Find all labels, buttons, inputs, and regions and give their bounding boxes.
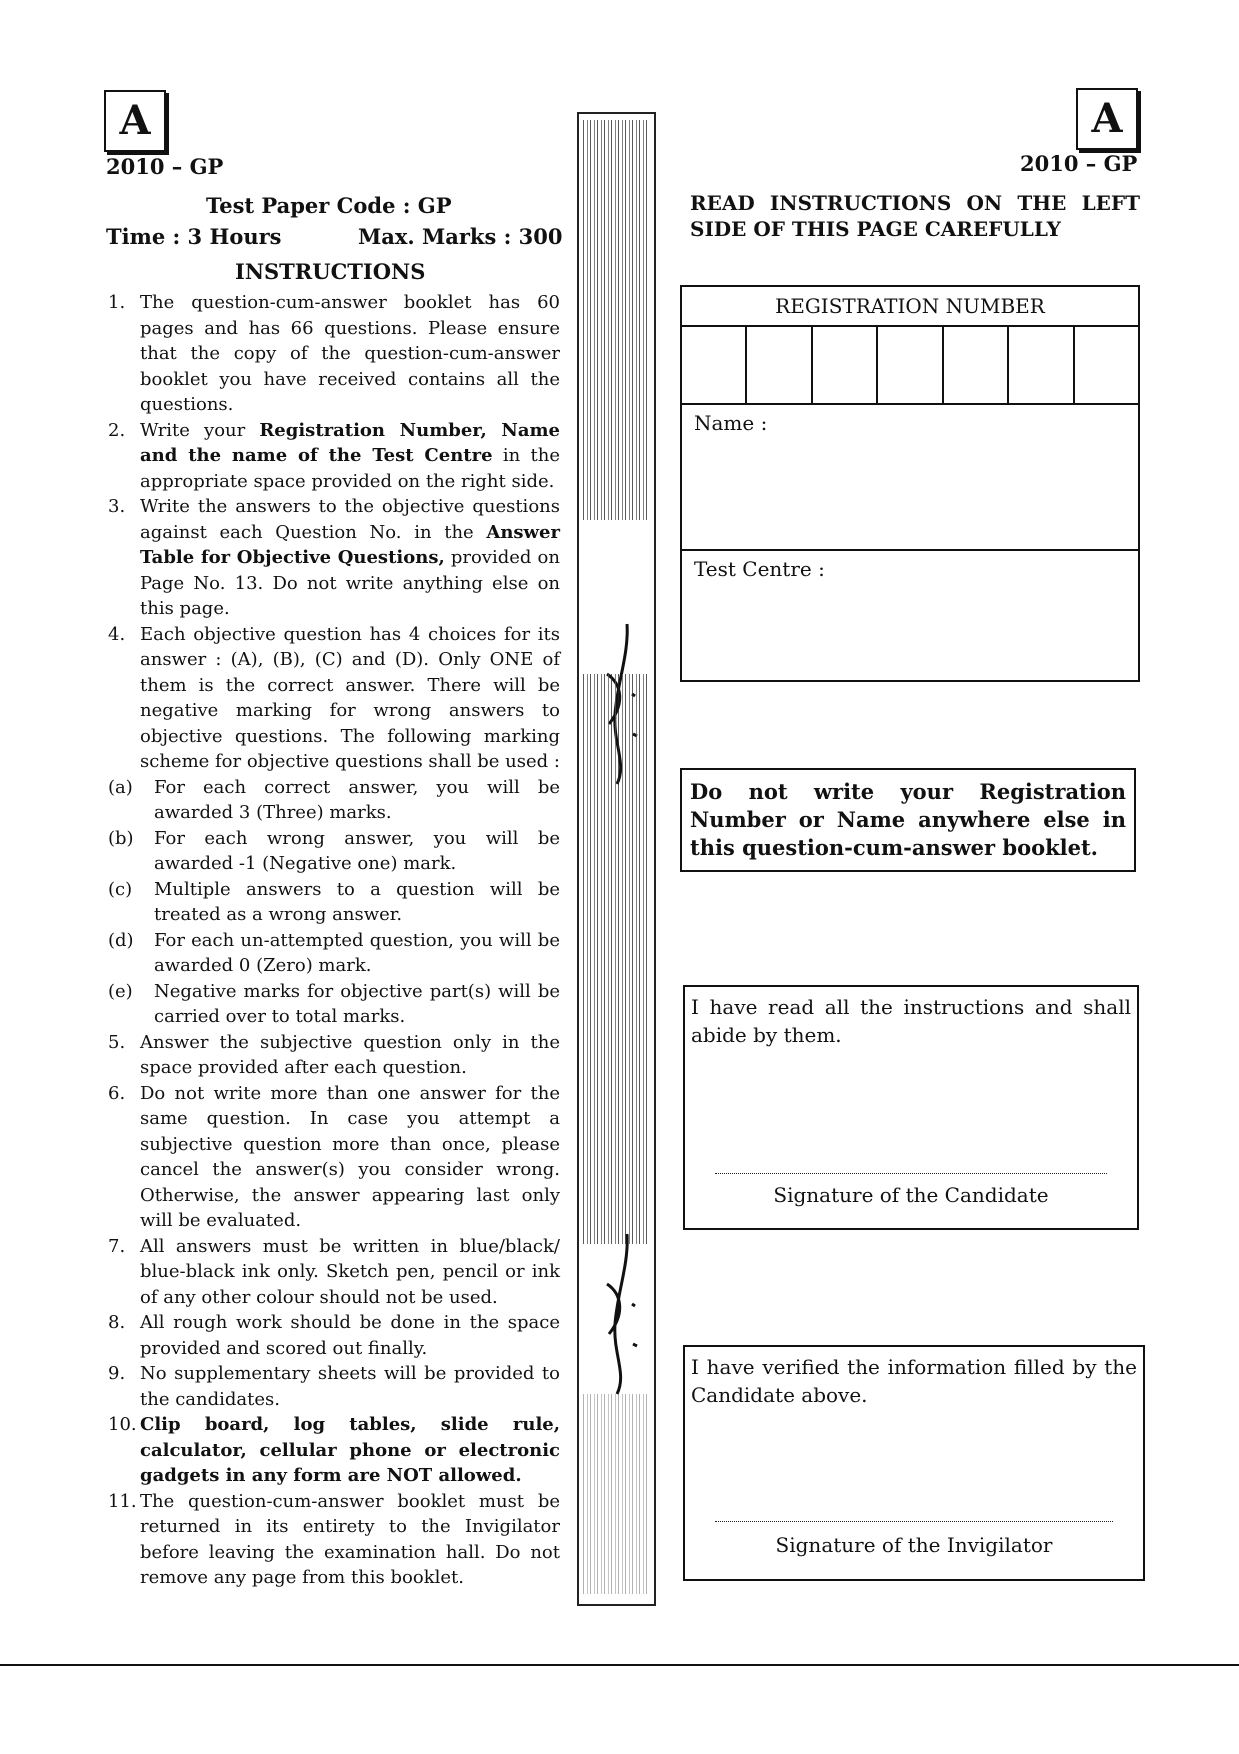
candidate-signature-line[interactable] (715, 1173, 1107, 1174)
paper-code-box-left (104, 90, 166, 152)
instruction-item-2: 2. Write your Registration Number, Name and the name of the Test Centre in the appropriate space provided on the right side. (108, 419, 561, 492)
instructions-list (108, 290, 560, 1591)
instruction-item-10: 10. Clip board, log tables, slide rule, calculator, cellular phone or electronic gadgets in any form are NOT allowed. (108, 1414, 560, 1486)
registration-digit-cell[interactable] (747, 327, 812, 403)
marking-scheme-item: (a) For each correct answer, you will be awarded 3 (Three) marks. (108, 776, 560, 823)
marking-scheme-item: (d) For each un-attempted question, you will be awarded 0 (Zero) mark. (108, 929, 560, 976)
instruction-item-6: 6. Do not write more than one answer for the same question. In case you attempt a subjective question more than once, please cancel the answer(s) you consider wrong. Otherwise, the answer appearing last only will be evaluated. (108, 1082, 560, 1231)
warning-box (680, 768, 1136, 872)
marking-scheme-item: (e) Negative marks for objective part(s) will be carried over to total marks. (108, 980, 560, 1027)
paper-id-left: 2010 – GP (106, 154, 224, 179)
time-allowed: Time : 3 Hours (106, 224, 282, 249)
instruction-item-7: 7. All answers must be written in blue/black/ blue-black ink only. Sketch pen, pencil or ink of any other colour should not be used. (108, 1235, 560, 1308)
invigilator-verification-box (683, 1345, 1145, 1581)
registration-number-title: REGISTRATION NUMBER (775, 294, 1045, 318)
name-field[interactable] (682, 403, 1138, 549)
instruction-item-4: 4. Each objective question has 4 choices for its answer : (A), (B), (C) and (D). Only ONE of them is the correct answer. There will be negative marking for wrong answers to objective questions. The following marking scheme for objective questions shall be used : (a) For each correct answer, you will be awarded 3 (Three) marks. (b) For each wrong answer, you will be awarded -1 (Negative one) mark. (c) Multiple answers to a question will be treated as a wrong answer. (d) For each un-attempted question, you will be awarded 0 (Zero) mark. (e) Negative marks for objective part(s) will be carried over to total marks. (108, 622, 560, 1030)
instruction-item-5: 5. Answer the subjective question only in the space provided after each question. (108, 1031, 560, 1078)
instruction-item-11: 11. The question-cum-answer booklet must be returned in its entirety to the Invigilator before leaving the examination hall. Do not remove any page from this booklet. (108, 1490, 560, 1588)
seal-strip (577, 112, 656, 1606)
registration-digit-cell[interactable] (944, 327, 1009, 403)
instructions-title: INSTRUCTIONS (235, 259, 426, 284)
paper-code-letter: A (119, 97, 151, 144)
test-paper-code: Test Paper Code : GP (206, 193, 452, 218)
candidate-details-box (680, 285, 1140, 682)
paper-id-right: 2010 – GP (1020, 151, 1138, 176)
paper-code-letter: A (1091, 95, 1123, 142)
declaration-text: I have read all the instructions and shall abide by them. (691, 995, 1131, 1047)
warning-text: Do not write your Registration Number or Name anywhere else in this question-cum-answer booklet. (690, 779, 1126, 860)
registration-digit-cell[interactable] (813, 327, 878, 403)
instruction-item-9: 9. No supplementary sheets will be provided to the candidates. (108, 1363, 560, 1410)
marking-scheme-list (108, 775, 560, 1030)
seal-barcode (583, 120, 650, 520)
invigilator-signature-line[interactable] (715, 1521, 1113, 1522)
registration-number-cells[interactable] (682, 325, 1138, 403)
seal-signature-mark (587, 1224, 647, 1404)
bottom-rule (0, 1664, 1239, 1666)
invigilator-signature-label: Signature of the Invigilator (775, 1533, 1053, 1557)
seal-barcode (583, 1394, 650, 1594)
registration-digit-cell[interactable] (1075, 327, 1138, 403)
candidate-signature-label: Signature of the Candidate (773, 1183, 1049, 1207)
registration-digit-cell[interactable] (682, 327, 747, 403)
max-marks: Max. Marks : 300 (358, 224, 563, 249)
paper-code-box-right (1076, 88, 1138, 150)
seal-barcode (583, 674, 650, 1244)
marking-scheme-item: (b) For each wrong answer, you will be awarded -1 (Negative one) mark. (108, 827, 560, 874)
read-instructions-notice: READ INSTRUCTIONS ON THE LEFT SIDE OF THIS PAGE CAREFULLY (690, 191, 1140, 241)
name-label: Name : (694, 411, 768, 435)
verification-text: I have verified the information filled by the Candidate above. (691, 1355, 1137, 1407)
instruction-item-1: 1. The question-cum-answer booklet has 60 pages and has 66 questions. Please ensure that the copy of the question-cum-answer booklet you have received contains all the questions. (108, 292, 560, 415)
candidate-declaration-box (683, 985, 1139, 1230)
registration-digit-cell[interactable] (878, 327, 943, 403)
test-centre-label: Test Centre : (694, 557, 825, 581)
instruction-item-3: 3. Write the answers to the objective questions against each Question No. in the Answer Table for Objective Questions, provided on Page No. 13. Do not write anything else on this page. (108, 496, 560, 619)
instruction-item-8: 8. All rough work should be done in the space provided and scored out finally. (108, 1312, 560, 1359)
test-centre-field[interactable] (682, 549, 1138, 676)
marking-scheme-item: (c) Multiple answers to a question will be treated as a wrong answer. (108, 878, 560, 925)
registration-digit-cell[interactable] (1009, 327, 1074, 403)
